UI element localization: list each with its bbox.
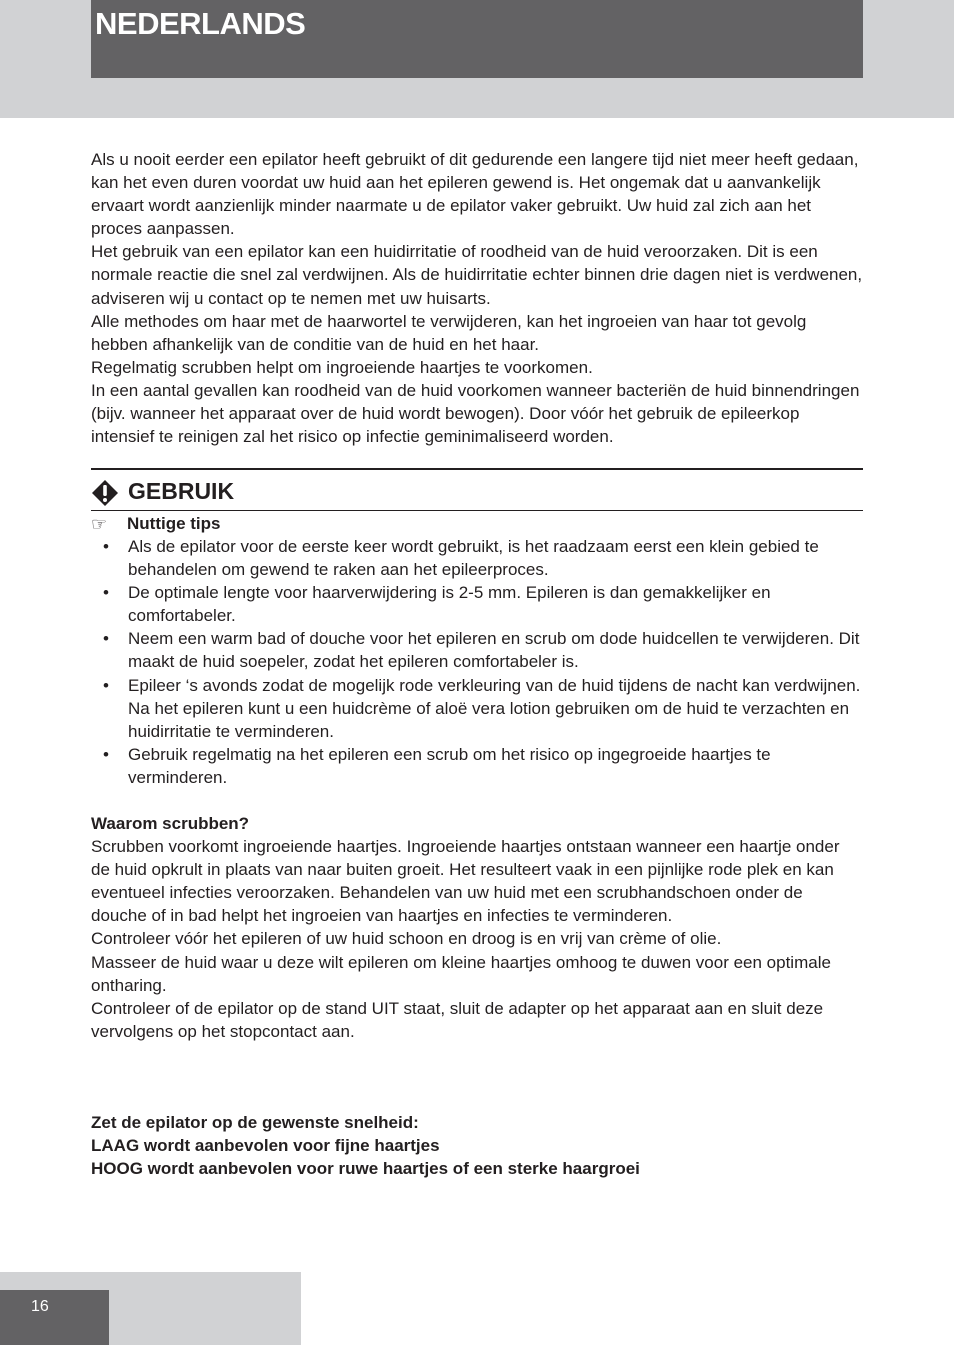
speed-line-2: LAAG wordt aanbevolen voor fijne haartjes [91,1136,440,1156]
speed-line-3: HOOG wordt aanbevolen voor ruwe haartjes of een sterke haargroei [91,1159,640,1179]
bullet: • [103,583,109,603]
page-number-box [0,1290,109,1345]
tip-text: Gebruik regelmatig na het epileren een scrub om het risico op ingegroeide haartjes te verminderen. [128,744,771,787]
intro-paragraph-3: Alle methodes om haar met de haarwortel te verwijderen, kan het ingroeien van haar tot gevolg hebben afhankelijk van de conditie van de huid en het haar. [91,311,807,354]
list-item [91,627,863,673]
scrub-section [91,812,863,1043]
bullet: • [103,629,109,649]
page-number: 16 [31,1298,49,1315]
list-item [91,674,863,743]
tip-text: Neem een warm bad of douche voor het epileren en scrub om dode huidcellen te verwijderen. Dit maakt de huid soepeler, zodat het epileren comfortabeler is. [128,629,860,672]
tips-heading [91,512,863,535]
intro-paragraph-1: Als u nooit eerder een epilator heeft gebruikt of dit gedurende een langere tijd niet meer heeft gedaan, kan het even duren voordat uw huid aan het epileren gewend is. Het ongemak dat u aanvankelijk ervaart wordt aanzienlijk minder naarmate u de epilator vaker gebruikt. Uw huid zal zich aan het proces aanpassen. [91,150,859,239]
language-title: NEDERLANDS [95,6,306,41]
tip-text: De optimale lengte voor haarverwijdering is 2-5 mm. Epileren is dan gemakkelijker en comfortabeler. [128,583,771,626]
intro-paragraph-2: Het gebruik van een epilator kan een huidirritatie of roodheid van de huid veroorzaken. Dit is een normale reactie die snel zal verdwijnen. Als de huidirritatie echter binnen drie dagen niet is verdwenen, adviseren wij u contact op te nemen met uw huisarts. [91,242,863,308]
scrub-paragraph-3: Masseer de huid waar u deze wilt epileren om kleine haartjes omhoog te duwen voor een optimale ontharing. [91,952,831,995]
tip-text: Als de epilator voor de eerste keer wordt gebruikt, is het raadzaam eerst een klein gebied te behandelen om gewend te raken aan het epileerproces. [128,537,819,580]
intro-text [91,148,863,448]
intro-paragraph-4: Regelmatig scrubben helpt om ingroeiende haartjes te voorkomen. [91,357,593,377]
bullet: • [103,675,109,695]
scrub-heading: Waarom scrubben? [91,814,250,833]
tip-text: Epileer ‘s avonds zodat de mogelijk rode verkleuring van de huid tijdens de nacht kan verdwijnen. Na het epileren kunt u een huidcrème of aloë vera lotion gebruiken om de huid te verzachten en huidirritatie te verminderen. [128,675,861,741]
section-title: GEBRUIK [128,478,235,504]
intro-paragraph-5: In een aantal gevallen kan roodheid van de huid voorkomen wanneer bacteriën de huid binnendringen (bijv. wanneer het apparaat over de huid wordt bewogen). Door vóór het gebruik de epileerkop intensief te reinigen zal het risico op infectie geminimaliseerd worden. [91,380,860,447]
list-item [91,535,863,581]
scrub-paragraph-1: Scrubben voorkomt ingroeiende haartjes. Ingroeiende haartjes ontstaan wanneer een haartje onder de huid opkrult in plaats van naar buiten groeit. Het resulteert vaak in een pijnlijke rode plek en kan eventueel infecties veroorzaken. Behandelen van uw huid met een scrubhandschoen onder de douche of in bad helpt het ingroeien van haartjes en infecties te verminderen. [91,837,840,926]
pointing-hand-icon: ☞ [91,514,108,534]
warning-diamond-icon [91,479,119,507]
tips-title: Nuttige tips [127,514,221,533]
list-item [91,743,863,789]
scrub-paragraph-2: Controleer vóór het epileren of uw huid schoon en droog is en vrij van crème of olie. [91,929,722,949]
section-header-gebruik [91,468,863,511]
bullet: • [103,744,109,764]
bullet: • [103,537,109,556]
tips-list [91,535,863,789]
speed-instructions [91,1111,863,1180]
speed-line-1: Zet de epilator op de gewenste snelheid: [91,1113,419,1132]
scrub-paragraph-4: Controleer of de epilator op de stand UIT staat, sluit de adapter op het apparaat aan en sluit deze vervolgens op het stopcontact aan. [91,998,824,1041]
list-item [91,581,863,627]
